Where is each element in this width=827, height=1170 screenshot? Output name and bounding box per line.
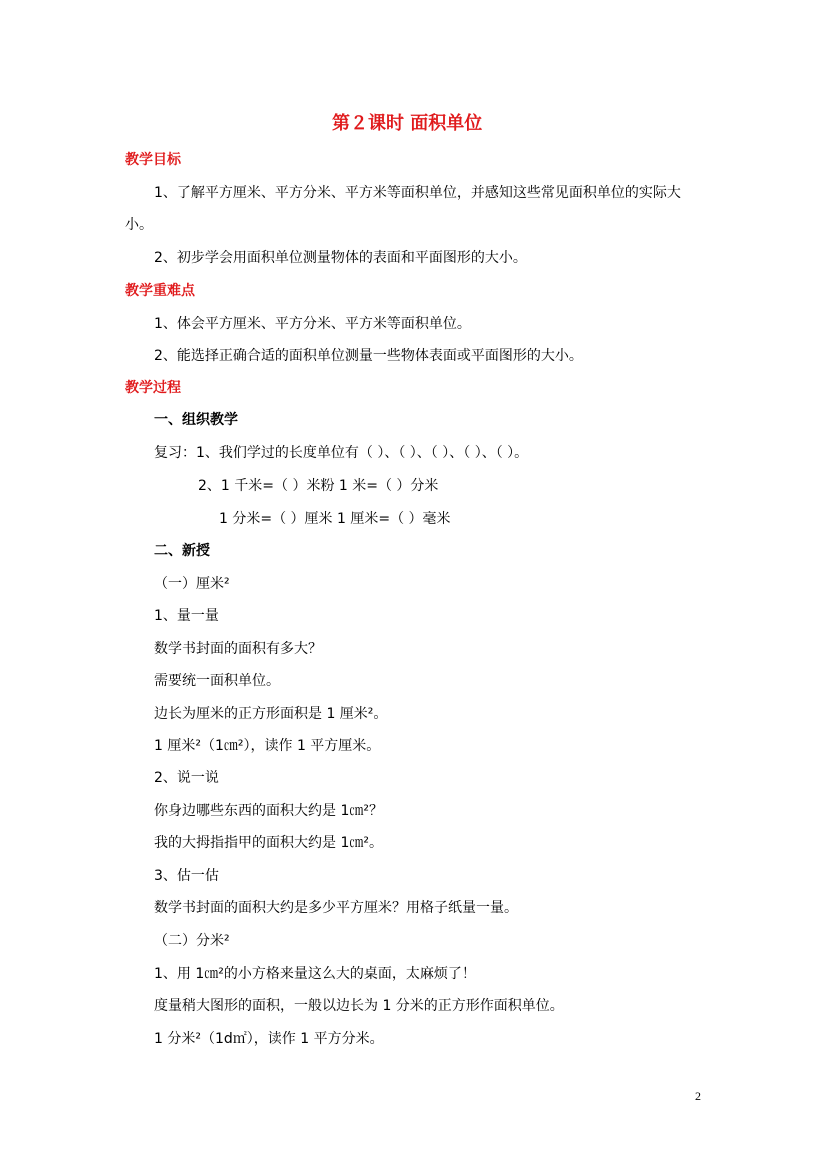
section-heading-process: 教学过程 xyxy=(125,380,181,396)
goal-item: 2、初步学会用面积单位测量物体的表面和平面图形的大小。 xyxy=(154,250,527,266)
review-line: 1 分米=（ ）厘米 1 厘米=（ ）毫米 xyxy=(219,511,451,527)
content-line: 需要统一面积单位。 xyxy=(154,673,280,689)
content-line: 2、说一说 xyxy=(154,770,219,786)
review-line: 复习：1、我们学过的长度单位有（ ）、（ ）、（ ）、（ ）、（ ）。 xyxy=(154,445,529,461)
content-line: （一）厘米² xyxy=(154,576,230,592)
content-line: 你身边哪些东西的面积大约是 1㎝²？ xyxy=(154,803,383,819)
subheading-organize: 一、组织教学 xyxy=(154,412,238,428)
content-line: 边长为厘米的正方形面积是 1 厘米²。 xyxy=(154,706,388,722)
content-line: 1 分米²（1d㎡），读作 1 平方分米。 xyxy=(154,1031,384,1047)
keypoint-item: 2、能选择正确合适的面积单位测量一些物体表面或平面图形的大小。 xyxy=(154,348,583,364)
keypoint-item: 1、体会平方厘米、平方分米、平方米等面积单位。 xyxy=(154,316,471,332)
content-line: 1 厘米²（1㎝²），读作 1 平方厘米。 xyxy=(154,738,381,754)
content-line: 我的大拇指指甲的面积大约是 1㎝²。 xyxy=(154,835,383,851)
page-title: 第２课时 面积单位 xyxy=(332,113,483,134)
subheading-new-lesson: 二、新授 xyxy=(154,543,210,559)
content-line: （二）分米² xyxy=(154,933,230,949)
goal-item: 1、了解平方厘米、平方分米、平方米等面积单位，并感知这些常见面积单位的实际大 xyxy=(154,185,681,201)
page-number: 2 xyxy=(695,1089,701,1103)
content-line: 1、用 1㎝²的小方格来量这么大的桌面，太麻烦了！ xyxy=(154,966,476,982)
content-line: 数学书封面的面积大约是多少平方厘米？用格子纸量一量。 xyxy=(154,900,518,916)
goal-item: 小。 xyxy=(125,217,153,233)
content-line: 3、估一估 xyxy=(154,868,219,884)
content-line: 1、量一量 xyxy=(154,608,219,624)
content-line: 数学书封面的面积有多大？ xyxy=(154,641,322,657)
section-heading-goals: 教学目标 xyxy=(125,152,181,168)
section-heading-keypoints: 教学重难点 xyxy=(125,283,195,299)
content-line: 度量稍大图形的面积，一般以边长为 1 分米的正方形作面积单位。 xyxy=(154,998,564,1014)
review-line: 2、1 千米=（ ）米粉 1 米=（ ）分米 xyxy=(198,478,439,494)
